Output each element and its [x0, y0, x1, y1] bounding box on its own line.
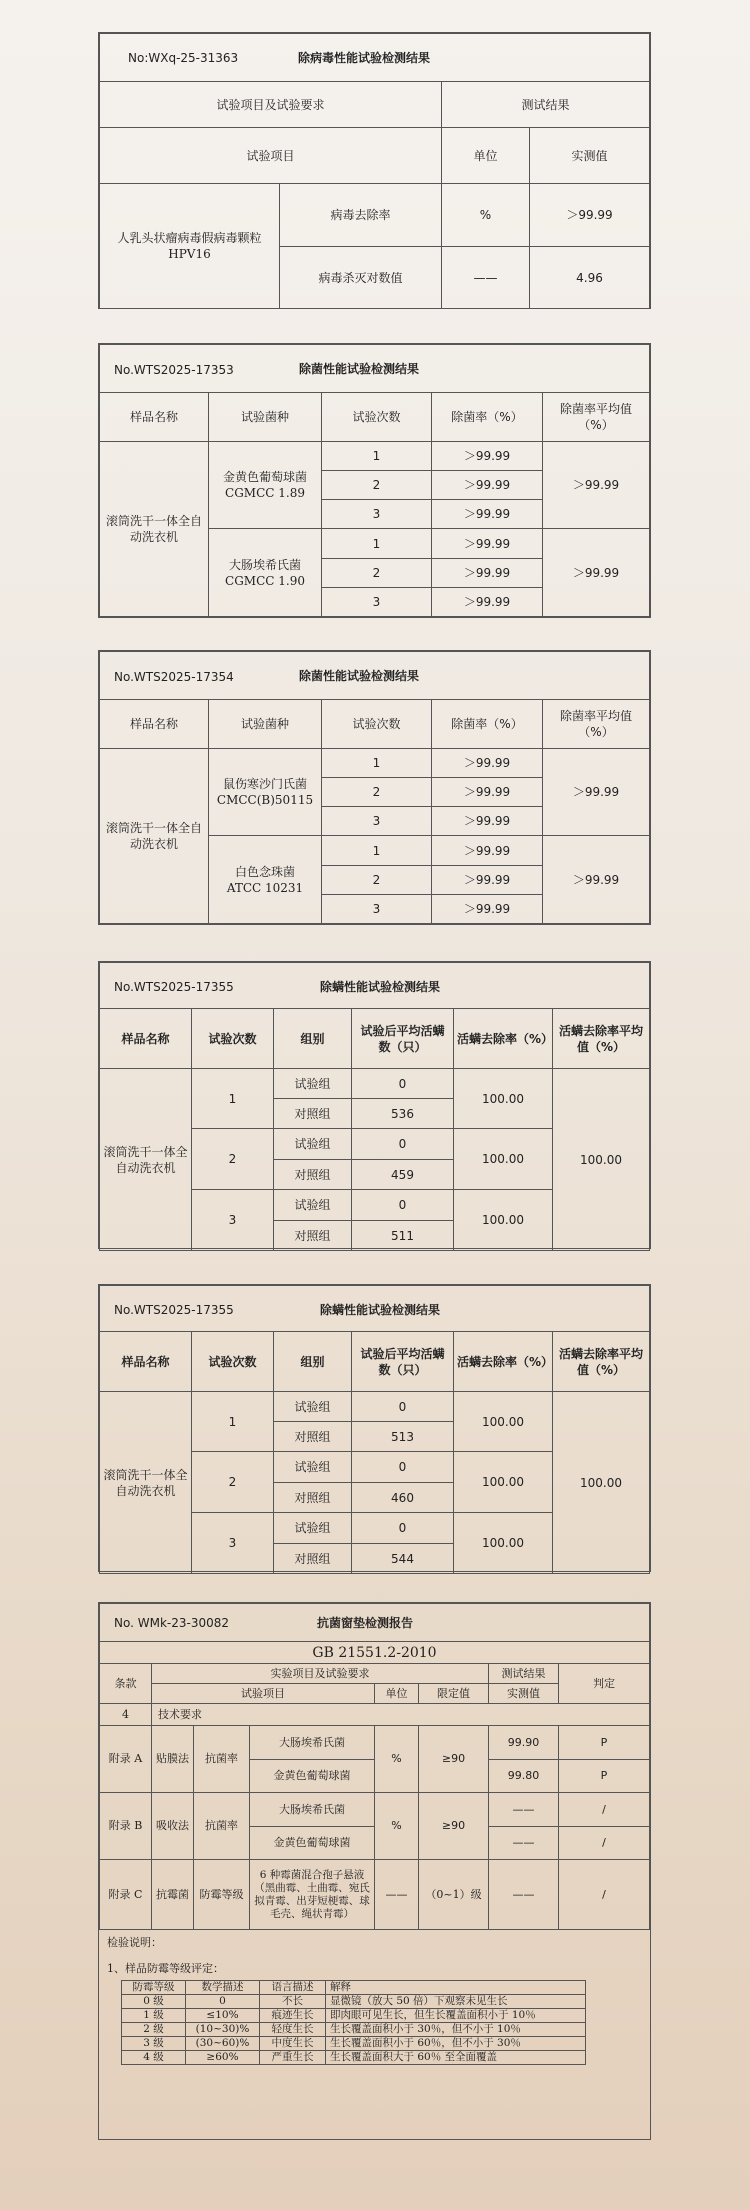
grade-explanation: 生长覆盖面积小于 60％，但不小于 30％ — [326, 2037, 586, 2051]
col-header: 试验后平均活螨数（只） — [352, 1009, 454, 1069]
antibacterial-mat-report — [98, 1602, 651, 2140]
report-header — [100, 1286, 650, 1332]
group-label: 试验组 — [274, 1392, 352, 1422]
notes-title: 检验说明： — [107, 1936, 162, 1949]
mite-count: 513 — [352, 1422, 454, 1452]
limit-b: ≥90 — [419, 1793, 489, 1860]
run-number: 2 — [192, 1452, 274, 1513]
col-header: 活螨去除率平均值（%） — [553, 1332, 650, 1392]
item-cell: 病毒去除率 — [280, 184, 442, 247]
report-header — [100, 34, 650, 82]
group-label: 试验组 — [274, 1190, 352, 1221]
report-title: 抗菌窗垫检测报告 — [317, 1616, 414, 1630]
average-rate: ＞99.99 — [543, 836, 650, 924]
grade-math: ≥60% — [186, 2051, 260, 2065]
value-cell: —— — [489, 1793, 559, 1827]
removal-rate: 100.00 — [454, 1452, 553, 1513]
tech-label: 技术要求 — [152, 1704, 650, 1726]
report-number: No:WXq-25-31363 — [128, 51, 239, 65]
requirements-header: 实验项目及试验要求 — [152, 1664, 489, 1684]
col-header: 试验菌种 — [209, 700, 322, 749]
col-header: 除菌率平均值（%） — [543, 700, 650, 749]
judge-header: 判定 — [559, 1664, 650, 1704]
mite-count: 0 — [352, 1452, 454, 1483]
run-number: 1 — [322, 749, 432, 778]
grade-row — [122, 2037, 586, 2051]
value-header: 实测值 — [530, 128, 650, 184]
mold-grade-table — [121, 1980, 586, 2065]
unit-header: 单位 — [375, 1684, 419, 1704]
fungi-description: 6 种霉菌混合孢子悬液（黑曲霉、土曲霉、宛氏拟青霉、出芽短梗霉、球毛壳、绳状青霉） — [250, 1860, 375, 1930]
requirements-header: 试验项目及试验要求 — [100, 82, 442, 128]
grade-level: 1 级 — [122, 2009, 186, 2023]
run-number: 3 — [322, 807, 432, 836]
run-number: 1 — [192, 1069, 274, 1129]
grade-row — [122, 1995, 586, 2009]
grade-explanation: 显微镜（放大 50 倍）下观察未见生长 — [326, 1995, 586, 2009]
report-title: 除螨性能试验检测结果 — [320, 1303, 441, 1317]
limit-a: ≥90 — [419, 1726, 489, 1793]
strain-name: 大肠埃希氏菌 CGMCC 1.90 — [209, 529, 322, 617]
method-a: 贴膜法 — [152, 1726, 194, 1793]
mite-count: 0 — [352, 1069, 454, 1099]
report-header — [100, 345, 650, 393]
tech-clause: 4 — [100, 1704, 152, 1726]
report-title: 除菌性能试验检测结果 — [299, 669, 420, 683]
removal-rate: ＞99.99 — [432, 866, 543, 895]
sample-name: 滚筒洗干一体全自动洗衣机 — [100, 1069, 192, 1251]
group-label: 试验组 — [274, 1452, 352, 1483]
col-header: 试验菌种 — [209, 393, 322, 442]
report-title: 除病毒性能试验检测结果 — [298, 51, 431, 65]
inspection-notes — [99, 1930, 650, 2073]
col-header: 组别 — [274, 1009, 352, 1069]
report-header — [100, 963, 650, 1009]
group-label: 对照组 — [274, 1422, 352, 1452]
col-header: 活螨去除率（%） — [454, 1332, 553, 1392]
mite-count: 0 — [352, 1392, 454, 1422]
group-label: 对照组 — [274, 1483, 352, 1513]
unit-b: % — [375, 1793, 419, 1860]
removal-rate: ＞99.99 — [432, 559, 543, 588]
notes-item-1: 1、样品防霉等级评定： — [107, 1962, 224, 1975]
report-number: No.WTS2025-17355 — [114, 980, 234, 994]
judge-cell: P — [559, 1760, 650, 1793]
removal-rate: ＞99.99 — [432, 500, 543, 529]
col-header: 试验次数 — [192, 1009, 274, 1069]
mite-count: 0 — [352, 1513, 454, 1544]
run-number: 2 — [192, 1129, 274, 1190]
bacteria-removal-report-1 — [98, 343, 651, 618]
run-number: 3 — [322, 588, 432, 617]
grade-language: 严重生长 — [260, 2051, 326, 2065]
group-label: 试验组 — [274, 1129, 352, 1160]
grade-language: 轻度生长 — [260, 2023, 326, 2037]
run-number: 3 — [192, 1513, 274, 1574]
grade-explanation: 生长覆盖面积大于 60％ 至全面覆盖 — [326, 2051, 586, 2065]
item-cell: 病毒杀灭对数值 — [280, 247, 442, 309]
mite-removal-report-1 — [98, 961, 651, 1249]
sample-name: 人乳头状瘤病毒假病毒颗粒 HPV16 — [100, 184, 280, 309]
removal-rate: 100.00 — [454, 1069, 553, 1129]
method-b: 吸收法 — [152, 1793, 194, 1860]
removal-rate: ＞99.99 — [432, 471, 543, 500]
mite-count: 0 — [352, 1129, 454, 1160]
run-number: 1 — [322, 529, 432, 559]
col-header: 活螨去除率（%） — [454, 1009, 553, 1069]
unit-header: 单位 — [442, 128, 530, 184]
judge-cell: / — [559, 1827, 650, 1860]
unit-cell: —— — [442, 247, 530, 309]
grade-level: 2 级 — [122, 2023, 186, 2037]
value-cell: ＞99.99 — [530, 184, 650, 247]
removal-rate: ＞99.99 — [432, 749, 543, 778]
removal-rate: 100.00 — [454, 1392, 553, 1452]
grade-level: 3 级 — [122, 2037, 186, 2051]
group-label: 对照组 — [274, 1544, 352, 1574]
group-label: 对照组 — [274, 1099, 352, 1129]
col-header: 除菌率（%） — [432, 393, 543, 442]
clause-b: 附录 B — [100, 1793, 152, 1860]
judge-cell: / — [559, 1860, 650, 1930]
removal-rate: ＞99.99 — [432, 442, 543, 471]
run-number: 2 — [322, 866, 432, 895]
strain-name: 大肠埃希氏菌 — [250, 1793, 375, 1827]
grade-header: 解释 — [326, 1981, 586, 1995]
result-header: 测试结果 — [489, 1664, 559, 1684]
average-rate: 100.00 — [553, 1069, 650, 1251]
mite-count: 511 — [352, 1221, 454, 1251]
grade-header: 语言描述 — [260, 1981, 326, 1995]
removal-rate: 100.00 — [454, 1513, 553, 1574]
grade-math: (30~60)% — [186, 2037, 260, 2051]
average-rate: ＞99.99 — [543, 749, 650, 836]
average-rate: ＞99.99 — [543, 442, 650, 529]
standard-number: GB 21551.2-2010 — [100, 1642, 650, 1664]
item-b: 抗菌率 — [194, 1793, 250, 1860]
grade-row — [122, 2023, 586, 2037]
value-cell: —— — [489, 1827, 559, 1860]
grade-row — [122, 2051, 586, 2065]
report-header — [100, 652, 650, 700]
average-rate: ＞99.99 — [543, 529, 650, 617]
method-c: 抗霉菌 — [152, 1860, 194, 1930]
sample-name: 滚筒洗干一体全自动洗衣机 — [100, 1392, 192, 1574]
grade-language: 不长 — [260, 1995, 326, 2009]
report-number: No. WMk-23-30082 — [114, 1616, 230, 1630]
col-header: 除菌率平均值（%） — [543, 393, 650, 442]
grade-level: 4 级 — [122, 2051, 186, 2065]
strain-name: 金黄色葡萄球菌 CGMCC 1.89 — [209, 442, 322, 529]
run-number: 1 — [192, 1392, 274, 1452]
removal-rate: ＞99.99 — [432, 895, 543, 924]
grade-row — [122, 2009, 586, 2023]
report-title: 除螨性能试验检测结果 — [320, 980, 441, 994]
strain-name: 鼠伤寒沙门氏菌 CMCC(B)50115 — [209, 749, 322, 836]
clause-header: 条款 — [100, 1664, 152, 1704]
group-label: 试验组 — [274, 1513, 352, 1544]
value-cell: —— — [489, 1860, 559, 1930]
col-header: 活螨去除率平均值（%） — [553, 1009, 650, 1069]
removal-rate: ＞99.99 — [432, 529, 543, 559]
mite-count: 0 — [352, 1190, 454, 1221]
item-c: 防霉等级 — [194, 1860, 250, 1930]
grade-explanation: 生长覆盖面积小于 30％，但不小于 10％ — [326, 2023, 586, 2037]
removal-rate: 100.00 — [454, 1129, 553, 1190]
col-header: 除菌率（%） — [432, 700, 543, 749]
group-label: 对照组 — [274, 1160, 352, 1190]
grade-header: 防霉等级 — [122, 1981, 186, 1995]
removal-rate: ＞99.99 — [432, 807, 543, 836]
strain-name: 大肠埃希氏菌 — [250, 1726, 375, 1760]
run-number: 2 — [322, 778, 432, 807]
report-number: No.WTS2025-17355 — [114, 1303, 234, 1317]
grade-math: 0 — [186, 1995, 260, 2009]
bacteria-removal-report-2 — [98, 650, 651, 925]
item-a: 抗菌率 — [194, 1726, 250, 1793]
removal-rate: ＞99.99 — [432, 778, 543, 807]
removal-rate: ＞99.99 — [432, 588, 543, 617]
unit-c: —— — [375, 1860, 419, 1930]
item-header: 试验项目 — [152, 1684, 375, 1704]
mite-removal-report-2 — [98, 1284, 651, 1572]
strain-name: 白色念珠菌 ATCC 10231 — [209, 836, 322, 924]
grade-language: 痕迹生长 — [260, 2009, 326, 2023]
col-header: 试验次数 — [192, 1332, 274, 1392]
unit-a: % — [375, 1726, 419, 1793]
judge-cell: / — [559, 1793, 650, 1827]
report-number: No.WTS2025-17354 — [114, 670, 234, 684]
run-number: 3 — [192, 1190, 274, 1251]
limit-c: （0~1）级 — [419, 1860, 489, 1930]
col-header: 试验次数 — [322, 393, 432, 442]
run-number: 2 — [322, 471, 432, 500]
grade-math: (10~30)% — [186, 2023, 260, 2037]
report-number: No.WTS2025-17353 — [114, 363, 234, 377]
col-header: 组别 — [274, 1332, 352, 1392]
judge-cell: P — [559, 1726, 650, 1760]
report-header — [100, 1604, 650, 1642]
col-header: 试验次数 — [322, 700, 432, 749]
value-cell: 99.90 — [489, 1726, 559, 1760]
report-title: 除菌性能试验检测结果 — [299, 362, 420, 376]
grade-language: 中度生长 — [260, 2037, 326, 2051]
mite-count: 536 — [352, 1099, 454, 1129]
col-header: 样品名称 — [100, 1009, 192, 1069]
limit-header: 限定值 — [419, 1684, 489, 1704]
mite-count: 460 — [352, 1483, 454, 1513]
sample-name: 滚筒洗干一体全自动洗衣机 — [100, 442, 209, 617]
value-cell: 4.96 — [530, 247, 650, 309]
clause-a: 附录 A — [100, 1726, 152, 1793]
value-cell: 99.80 — [489, 1760, 559, 1793]
removal-rate: ＞99.99 — [432, 836, 543, 866]
mite-count: 459 — [352, 1160, 454, 1190]
group-label: 对照组 — [274, 1221, 352, 1251]
removal-rate: 100.00 — [454, 1190, 553, 1251]
run-number: 1 — [322, 442, 432, 471]
average-rate: 100.00 — [553, 1392, 650, 1574]
clause-c: 附录 C — [100, 1860, 152, 1930]
value-header: 实测值 — [489, 1684, 559, 1704]
virus-removal-report — [98, 32, 651, 309]
grade-header: 数学描述 — [186, 1981, 260, 1995]
run-number: 1 — [322, 836, 432, 866]
sample-name: 滚筒洗干一体全自动洗衣机 — [100, 749, 209, 924]
result-header: 测试结果 — [442, 82, 650, 128]
grade-level: 0 级 — [122, 1995, 186, 2009]
run-number: 2 — [322, 559, 432, 588]
col-header: 试验后平均活螨数（只） — [352, 1332, 454, 1392]
strain-name: 金黄色葡萄球菌 — [250, 1760, 375, 1793]
strain-name: 金黄色葡萄球菌 — [250, 1827, 375, 1860]
item-header: 试验项目 — [100, 128, 442, 184]
mite-count: 544 — [352, 1544, 454, 1574]
run-number: 3 — [322, 500, 432, 529]
col-header: 样品名称 — [100, 1332, 192, 1392]
grade-math: ≤10% — [186, 2009, 260, 2023]
unit-cell: % — [442, 184, 530, 247]
col-header: 样品名称 — [100, 700, 209, 749]
col-header: 样品名称 — [100, 393, 209, 442]
run-number: 3 — [322, 895, 432, 924]
group-label: 试验组 — [274, 1069, 352, 1099]
grade-explanation: 即肉眼可见生长，但生长覆盖面积小于 10％ — [326, 2009, 586, 2023]
